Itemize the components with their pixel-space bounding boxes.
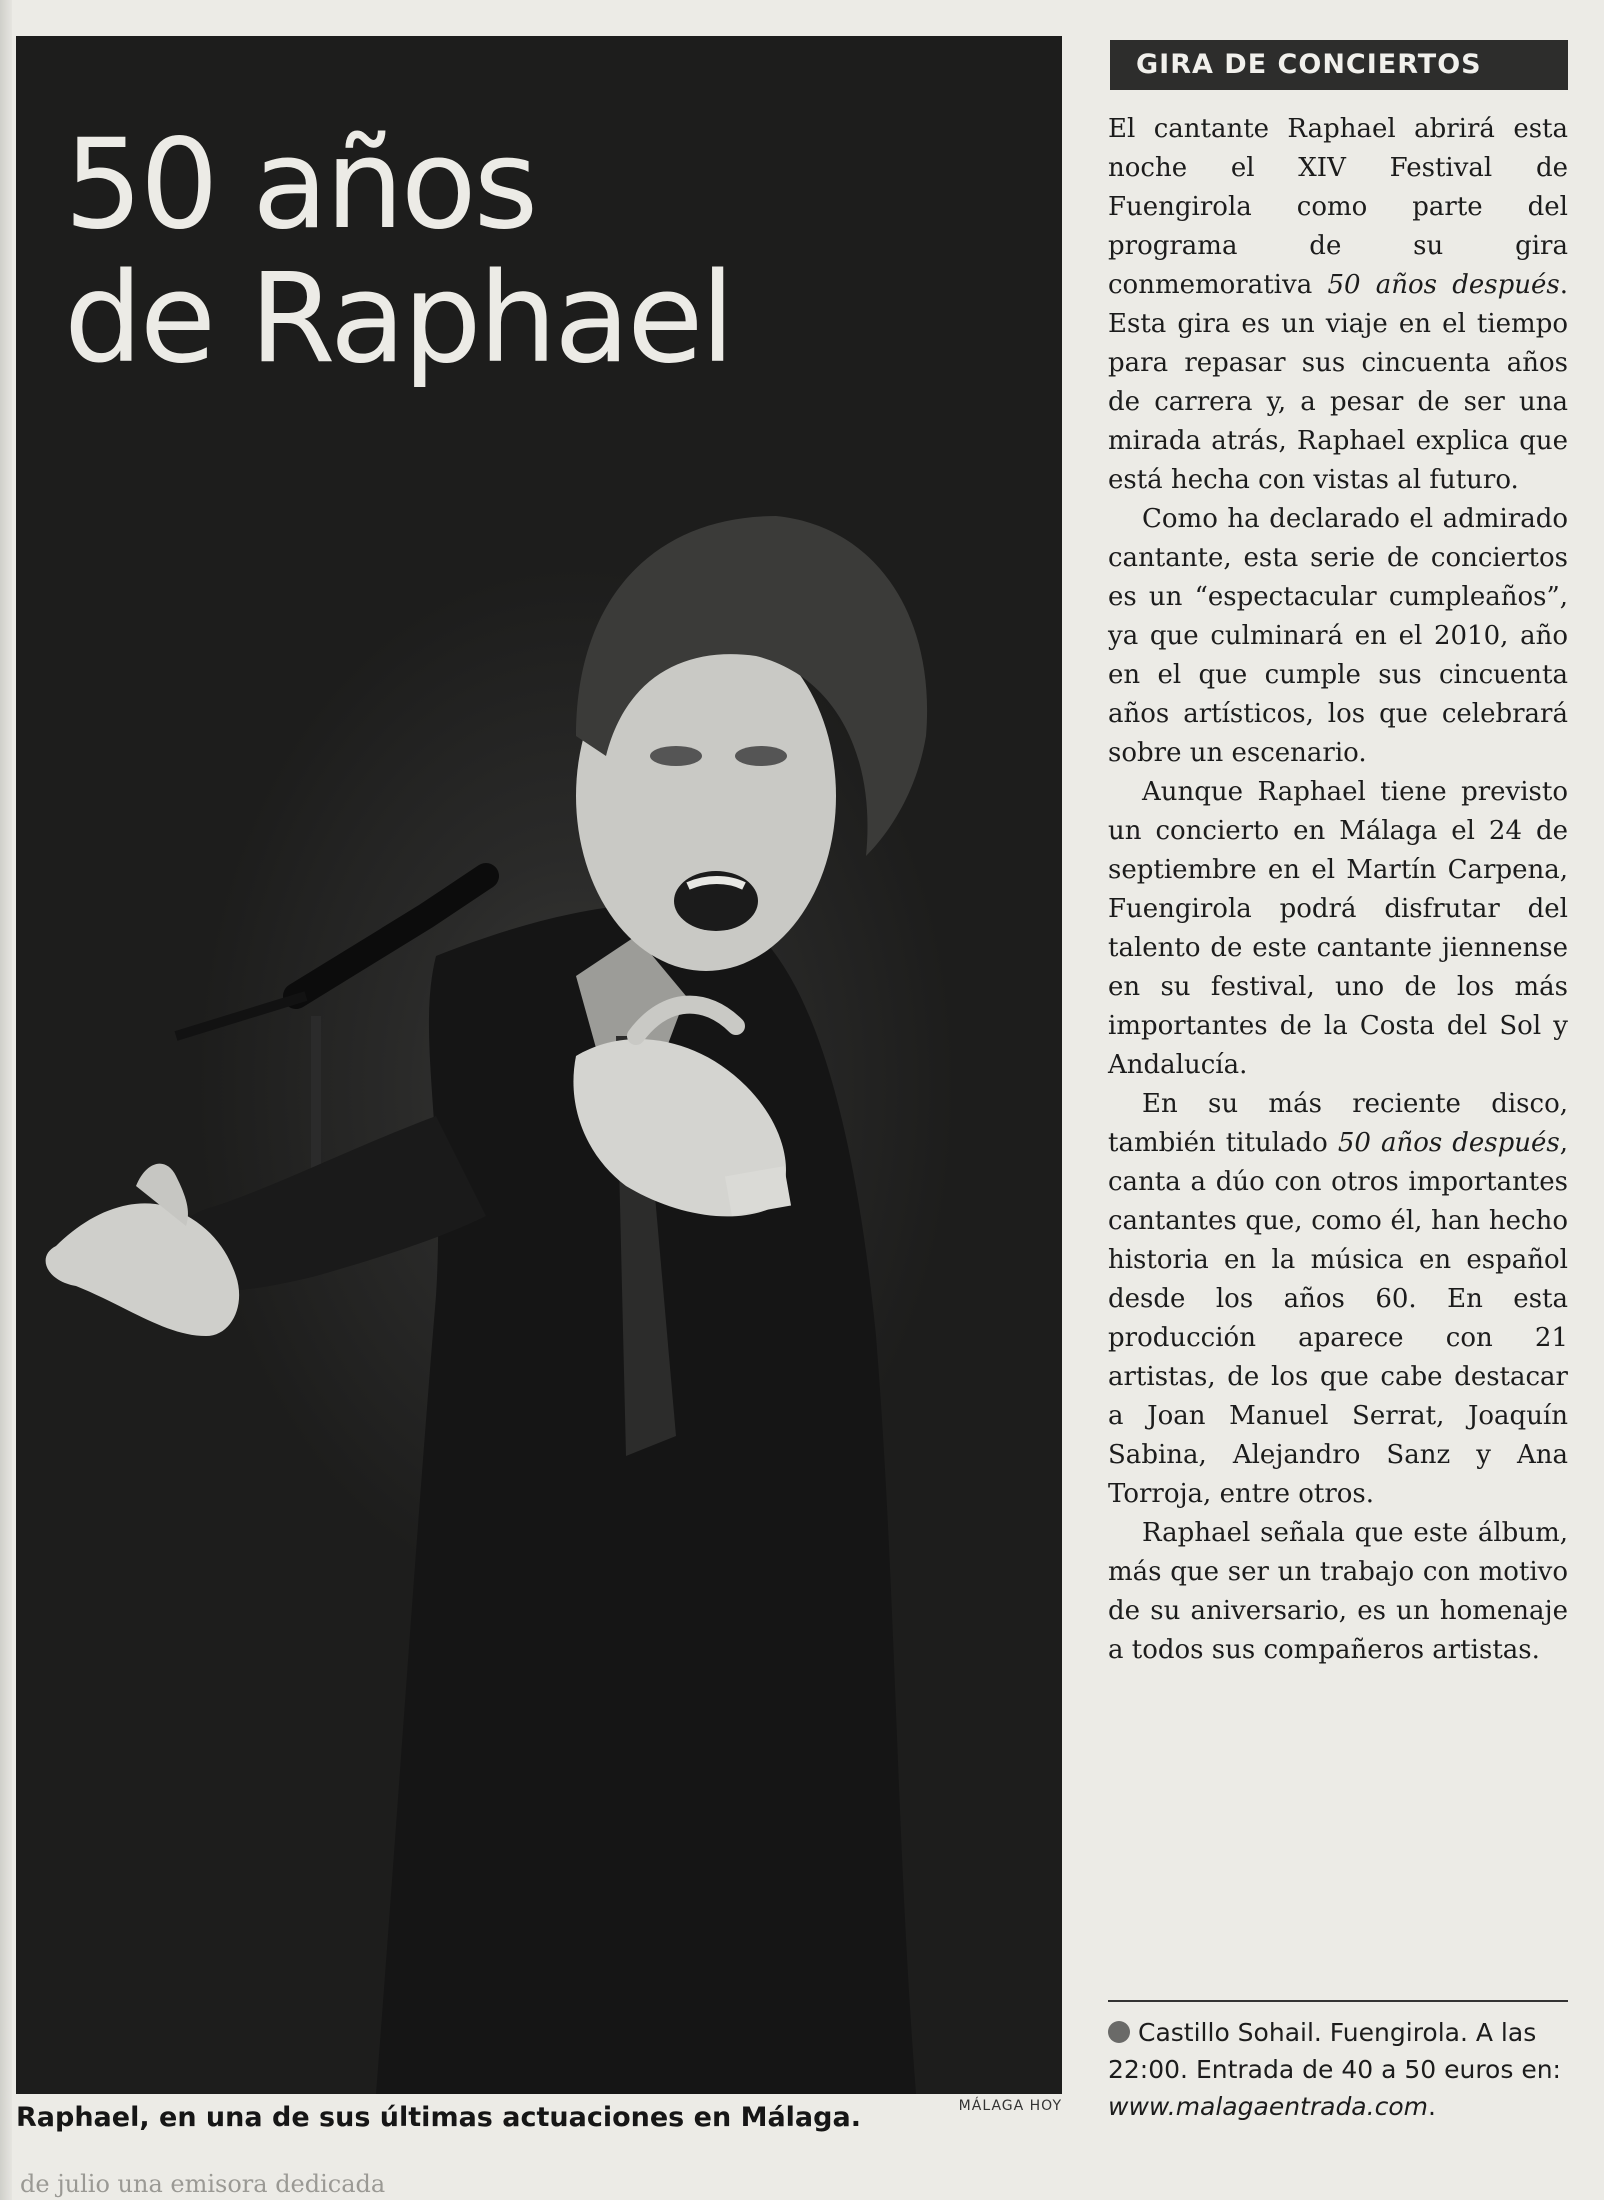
concert-photo — [16, 36, 1062, 2094]
paragraph-text: , canta a dúo con otros importantes cantantes que, como él, han hecho historia en la música en español desde los años 60. En esta producción aparece con 21 artistas, de los que cabe destacar a Joan Manuel Serrat, Joaquín Sabina, Alejandro Sanz y Ana Torroja, entre otros. — [1108, 1128, 1568, 1509]
paragraph-text: El cantante Raphael abrirá esta noche el XIV Festival de Fuengirola como parte del programa de su gira conmemorativa — [1108, 114, 1568, 300]
event-details: Castillo Sohail. Fuengirola. A las 22:00. Entrada de 40 a 50 euros en: — [1108, 2018, 1561, 2084]
headline-line: 50 años — [64, 113, 536, 257]
album-title: 50 años después — [1337, 1128, 1560, 1158]
headline-line: de Raphael — [64, 247, 732, 391]
paragraph-text: . Esta gira es un viaje en el tiempo para repasar sus cincuenta años de carrera y, a pesar de ser una mirada atrás, Raphael explica que está hecha con vistas al futuro. — [1108, 270, 1568, 495]
paragraph-text: En su más reciente disco, también titulado — [1108, 1089, 1568, 1158]
ticket-link[interactable]: www.malagaentrada.com — [1108, 2092, 1428, 2121]
body-paragraph — [1108, 110, 1568, 500]
page-edge — [0, 0, 12, 2200]
section-tag: GIRA DE CONCIERTOS — [1110, 40, 1568, 90]
body-paragraph — [1108, 1514, 1568, 1670]
divider — [1108, 2000, 1568, 2002]
article-body — [1108, 110, 1568, 1670]
adjacent-article-fragment: de julio una emisora dedicada — [20, 2170, 386, 2198]
filled-circle-icon — [1108, 2021, 1130, 2043]
paragraph-text: Aunque Raphael tiene previsto un concierto en Málaga el 24 de septiembre en el Martín Carpena, Fuengirola podrá disfrutar del talento de este cantante jiennense en su festival, uno de los más importantes de la Costa del Sol y Andalucía. — [1108, 777, 1568, 1080]
photo-caption: Raphael, en una de sus últimas actuaciones en Málaga. — [16, 2102, 861, 2133]
event-details-end: . — [1427, 2092, 1436, 2121]
body-paragraph — [1108, 1085, 1568, 1514]
paragraph-text: Como ha declarado el admirado cantante, esta serie de conciertos es un “espectacular cumpleaños”, ya que culminará en el 2010, año en el que cumple sus cincuenta años artísticos, los que celebrará sobre un escenario. — [1108, 504, 1568, 768]
photo-credit: MÁLAGA HOY — [958, 2098, 1062, 2114]
album-title: 50 años después — [1327, 270, 1560, 300]
body-paragraph — [1108, 500, 1568, 773]
body-paragraph — [1108, 773, 1568, 1085]
event-info — [1108, 2014, 1568, 2125]
article-headline — [64, 113, 732, 391]
paragraph-text: Raphael señala que este álbum, más que ser un trabajo con motivo de su aniversario, es un homenaje a todos sus compañeros artistas. — [1108, 1518, 1568, 1665]
